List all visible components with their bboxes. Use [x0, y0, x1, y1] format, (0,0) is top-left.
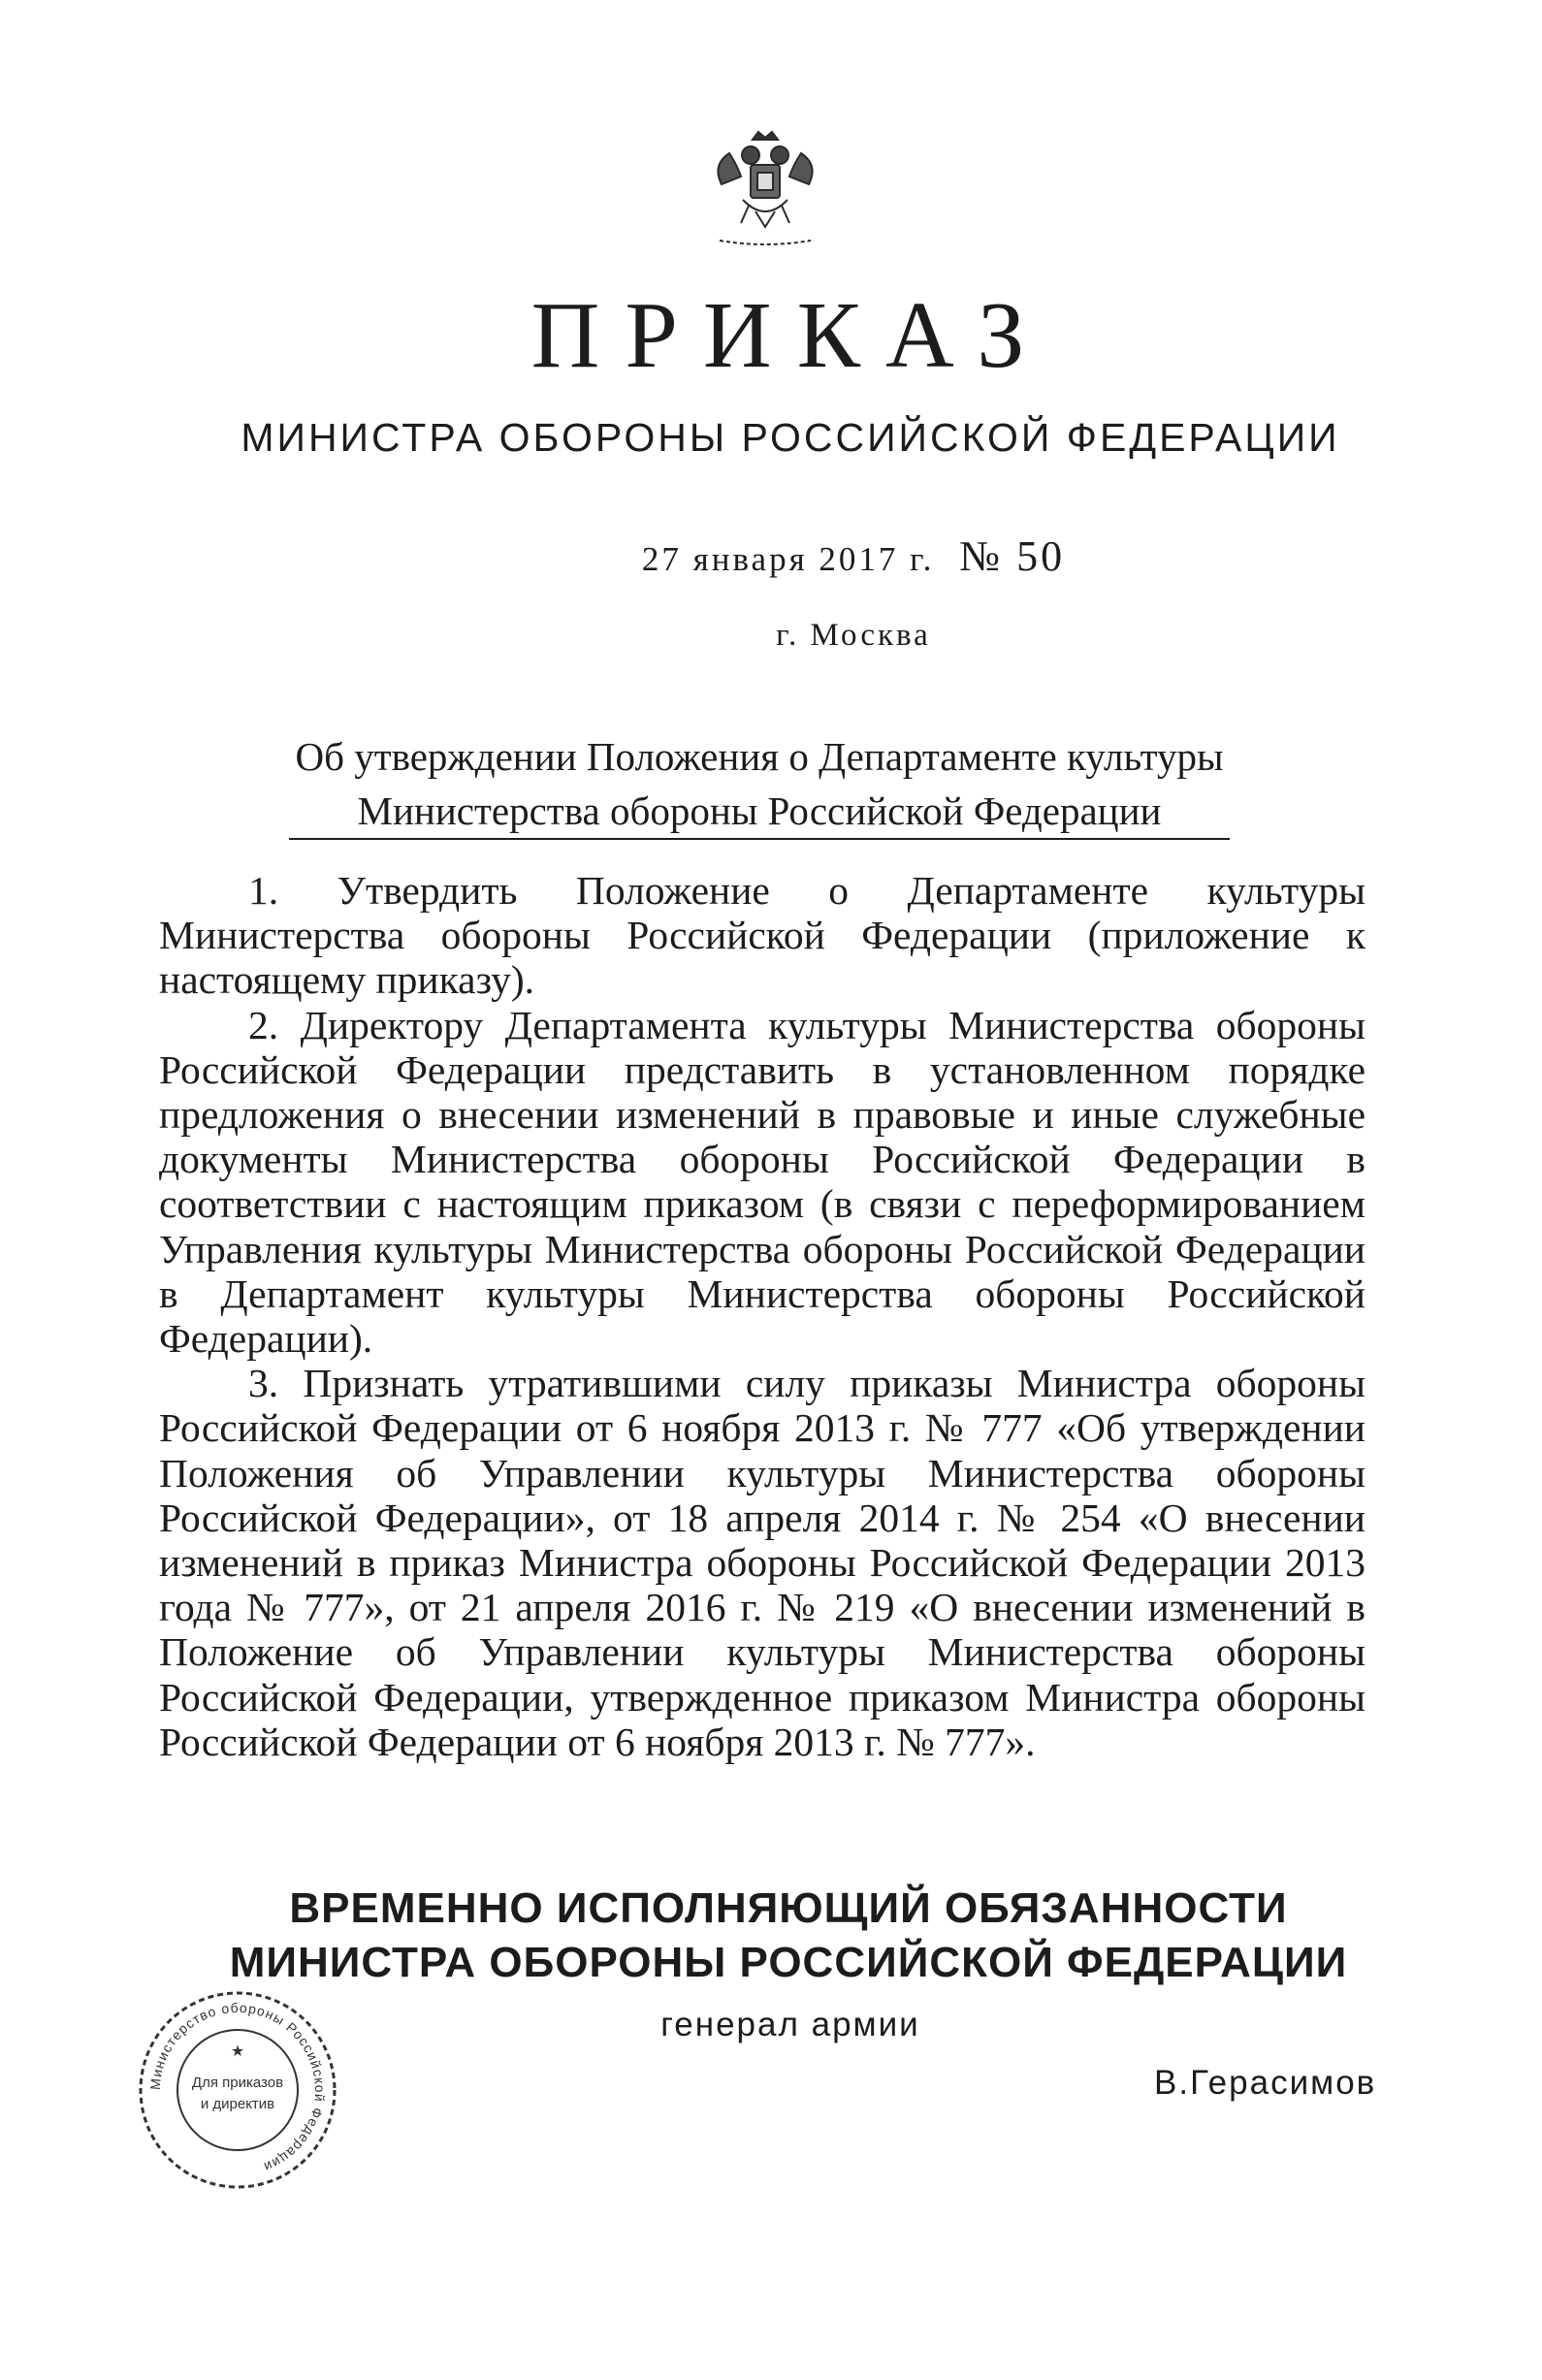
russian-coat-of-arms-icon — [702, 126, 828, 252]
order-city: г. Москва — [776, 618, 931, 653]
order-number: № 50 — [959, 532, 1066, 580]
order-subject — [260, 729, 1259, 840]
document-title: ПРИКАЗ — [530, 283, 1050, 388]
order-body — [159, 868, 1365, 1764]
signatory-post-line-1: ВРЕМЕННО ИСПОЛНЯЮЩИЙ ОБЯЗАННОСТИ — [289, 1884, 1288, 1932]
order-date: 27 января 2017 г. — [641, 540, 935, 578]
paragraph-2: 2. Директору Департамента культуры Министерства обороны Российской Федерации представить в установленном порядке предложения о внесении изменений в правовые и иные служебные документы Министерства обороны Российской Федерации в соответствии с настоящим приказом (в связи с переформированием Управления культуры Министерства обороны Российской Федерации в Департамент культуры Министерства обороны Российской Федерации). — [159, 1002, 1365, 1362]
signatory-rank: генерал армии — [660, 2006, 920, 2043]
subject-line-1: Об утверждении Положения о Департаменте культуры — [295, 734, 1224, 779]
paragraph-1: 1. Утвердить Положение о Департаменте культуры Министерства обороны Российской Федерации (приложение к настоящему приказу). — [159, 868, 1365, 1003]
signatory-post-line-2: МИНИСТРА ОБОРОНЫ РОССИЙСКОЙ ФЕДЕРАЦИИ — [229, 1939, 1348, 1986]
date-number-line — [0, 531, 1542, 581]
paragraph-3: 3. Признать утратившими силу приказы Министра обороны Российской Федерации от 6 ноября 2013 г. № 777 «Об утверждении Положения об Управлении культуры Министерства обороны Российской Федерации», от 18 апреля 2014 г. № 254 «О внесении изменений в приказ Министра обороны Российской Федерации 2013 года № 777», от 21 апреля 2016 г. № 219 «О внесении изменений в Положение об Управлении культуры Министерства обороны Российской Федерации, утвержденное приказом Министра обороны Российской Федерации от 6 ноября 2013 г. № 777». — [159, 1361, 1365, 1764]
stamp-outer-text: Министерство обороны Российской Федерации — [146, 1999, 329, 2176]
signature-block — [0, 1881, 1542, 1990]
document-issuer: МИНИСТРА ОБОРОНЫ РОССИЙСКОЙ ФЕДЕРАЦИИ — [241, 415, 1340, 460]
svg-text:★: ★ — [230, 2043, 245, 2060]
stamp-inner-text-1: Для приказов — [191, 2074, 284, 2091]
subject-line-2: Министерства обороны Российской Федерации — [289, 784, 1230, 840]
official-stamp-icon — [134, 1986, 341, 2194]
signatory-name: В.Герасимов — [1154, 2064, 1377, 2102]
stamp-inner-text-2: и директив — [200, 2096, 275, 2112]
